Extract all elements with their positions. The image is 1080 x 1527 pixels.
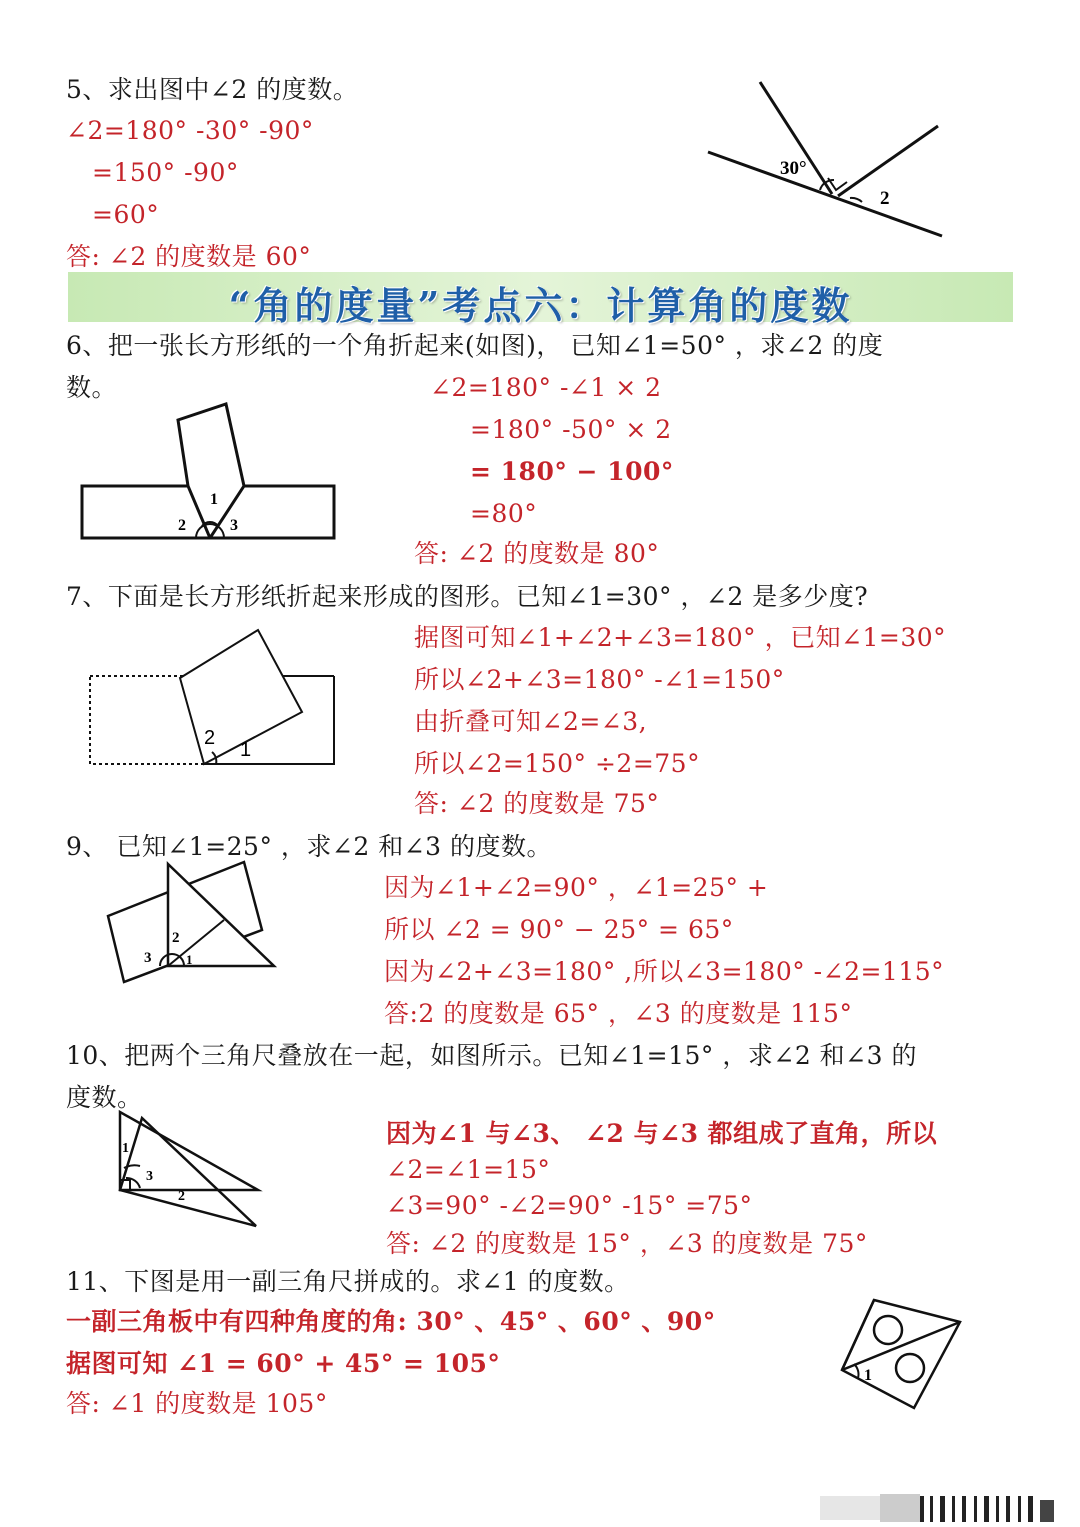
q6-fig-label-3: 3 xyxy=(230,517,238,534)
scan-artifact-bar xyxy=(0,1490,1080,1527)
q5-step-1: ∠2=180° -30° -90° xyxy=(66,116,314,145)
q10-title-line2: 度数。 xyxy=(66,1083,143,1112)
section-banner xyxy=(68,272,1013,328)
q5-step-2: =150° -90° xyxy=(92,158,239,187)
q6-fig-label-2: 2 xyxy=(178,517,186,534)
q9-fig-label-2: 2 xyxy=(172,930,180,946)
q6-step-4: =80° xyxy=(470,499,538,528)
q5-figure xyxy=(700,70,960,250)
q10-step-2: ∠2=∠1=15° xyxy=(386,1155,551,1184)
q6-figure xyxy=(76,396,340,546)
q6-step-2: =180° -50° × 2 xyxy=(470,415,672,444)
q11-figure xyxy=(838,1296,968,1412)
q10-fig-label-1: 1 xyxy=(122,1141,129,1156)
q5-fig-label-30: 30° xyxy=(780,158,807,179)
q7-fig-label-1: 1 xyxy=(240,739,252,761)
q5-step-3: =60° xyxy=(92,200,160,229)
q7-answer: 答: ∠2 的度数是 75° xyxy=(414,789,660,818)
q10-answer: 答: ∠2 的度数是 15° ，∠3 的度数是 75° xyxy=(386,1229,868,1258)
q7-figure xyxy=(86,624,338,770)
q9-step-2: 所以 ∠2 = 90° − 25° = 65° xyxy=(384,915,734,944)
q9-figure xyxy=(104,858,280,986)
q5-answer: 答: ∠2 的度数是 60° xyxy=(66,242,312,271)
q9-answer: 答:2 的度数是 65° ，∠3 的度数是 115° xyxy=(384,999,853,1028)
q10-fig-label-3: 3 xyxy=(146,1169,153,1184)
q10-step-3: ∠3=90° -∠2=90° -15° =75° xyxy=(386,1191,753,1220)
q6-fig-label-1: 1 xyxy=(210,491,218,508)
q11-step-2: 据图可知 ∠1 = 60° + 45° = 105° xyxy=(66,1349,501,1378)
q11-title: 11、下图是用一副三角尺拼成的。求∠1 的度数。 xyxy=(66,1267,630,1296)
q9-step-1: 因为∠1+∠2=90° ，∠1=25° + xyxy=(384,873,769,902)
q7-step-4: 所以∠2=150° ÷2=75° xyxy=(414,749,701,778)
q11-fig-label-1: 1 xyxy=(864,1367,872,1384)
q7-title: 7、下面是长方形纸折起来形成的图形。已知∠1=30° ，∠2 是多少度? xyxy=(66,582,869,611)
q5-title: 5、求出图中∠2 的度数。 xyxy=(66,75,359,104)
q10-figure xyxy=(112,1108,268,1232)
q7-step-1: 据图可知∠1+∠2+∠3=180° ，已知∠1=30° xyxy=(414,623,947,652)
q9-title: 9、 已知∠1=25° ，求∠2 和∠3 的度数。 xyxy=(66,832,553,861)
q10-title-line1: 10、把两个三角尺叠放在一起，如图所示。已知∠1=15° ，求∠2 和∠3 的 xyxy=(66,1041,917,1070)
q9-fig-label-3: 3 xyxy=(144,950,152,966)
q11-step-1: 一副三角板中有四种角度的角: 30° 、45° 、60° 、90° xyxy=(66,1307,716,1336)
q7-step-3: 由折叠可知∠2=∠3, xyxy=(414,707,648,736)
q6-answer: 答: ∠2 的度数是 80° xyxy=(414,539,660,568)
q7-step-2: 所以∠2+∠3=180° -∠1=150° xyxy=(414,665,785,694)
q11-answer: 答: ∠1 的度数是 105° xyxy=(66,1389,328,1418)
q6-step-3: = 180° − 100° xyxy=(470,457,674,486)
q7-fig-label-2: 2 xyxy=(204,727,216,749)
q6-step-1: ∠2=180° -∠1 × 2 xyxy=(430,373,662,402)
q6-title-line2: 数。 xyxy=(66,373,118,402)
q10-fig-label-2: 2 xyxy=(178,1189,185,1204)
q5-fig-label-2: 2 xyxy=(880,188,890,209)
banner-title: “角的度量”考点六：计算角的度数 xyxy=(228,283,853,328)
q9-fig-label-1: 1 xyxy=(186,952,193,967)
q6-title-line1: 6、把一张长方形纸的一个角折起来(如图)， 已知∠1=50° ，求∠2 的度 xyxy=(66,331,884,360)
q9-step-3: 因为∠2+∠3=180° ,所以∠3=180° -∠2=115° xyxy=(384,957,945,986)
q10-step-1: 因为∠1 与∠3、 ∠2 与∠3 都组成了直角，所以 xyxy=(386,1119,938,1148)
